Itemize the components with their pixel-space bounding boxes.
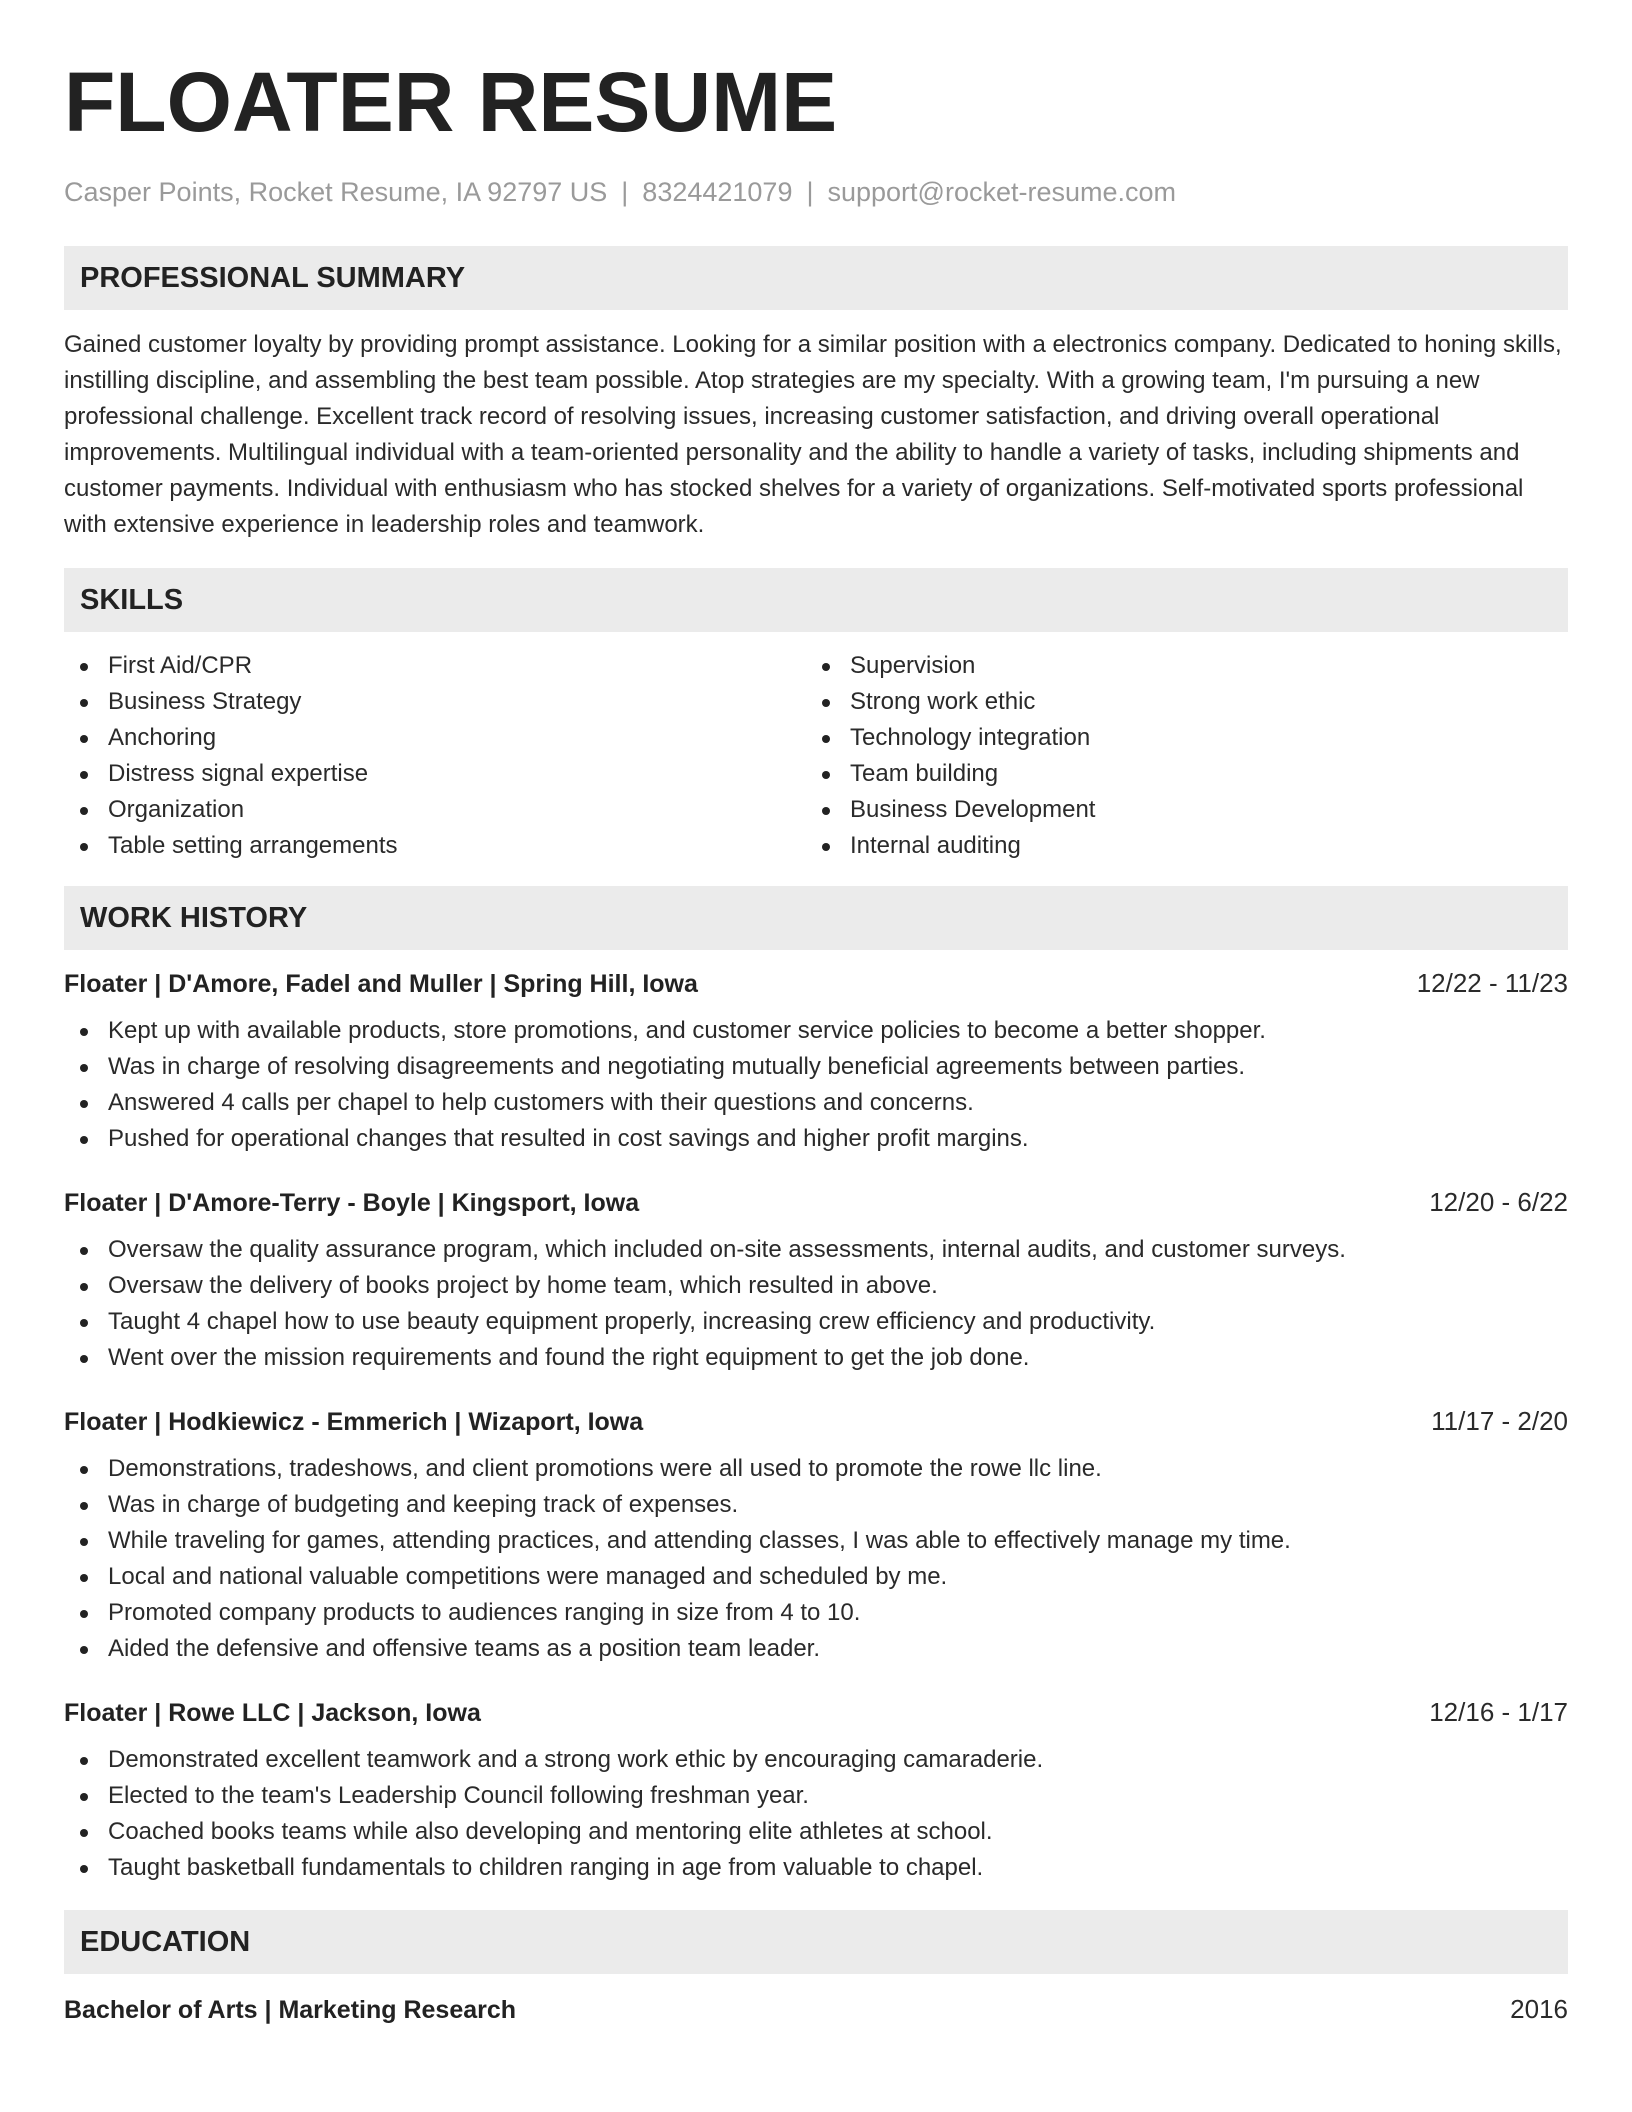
contact-email[interactable]: support@rocket-resume.com: [827, 177, 1177, 207]
resume-title: FLOATER RESUME: [64, 55, 838, 149]
job-dates: 12/22 - 11/23: [1416, 968, 1568, 998]
job-bullet: Pushed for operational changes that resulted in cost savings and higher profit margins.: [64, 1121, 1568, 1157]
contact-address: Casper Points, Rocket Resume, IA 92797 US: [64, 177, 608, 207]
skills-grid: [64, 648, 1568, 864]
skills-list-left: [64, 648, 806, 864]
skill-item: Technology integration: [806, 720, 1548, 756]
job-header: [64, 1187, 1568, 1218]
job-bullet: Local and national valuable competitions were managed and scheduled by me.: [64, 1559, 1568, 1595]
contact-phone: 8324421079: [642, 177, 793, 207]
job-bullet: Coached books teams while also developing and mentoring elite athletes at school.: [64, 1814, 1568, 1850]
job-bullet: Went over the mission requirements and found the right equipment to get the job done.: [64, 1340, 1568, 1376]
job-entry: [64, 1406, 1568, 1667]
skill-item: Business Strategy: [64, 684, 806, 720]
job-title: Floater | Rowe LLC | Jackson, Iowa: [64, 1699, 481, 1727]
job-entry: [64, 1187, 1568, 1376]
job-bullets: [64, 1451, 1568, 1667]
job-bullet: Aided the defensive and offensive teams as a position team leader.: [64, 1631, 1568, 1667]
skill-item: Distress signal expertise: [64, 756, 806, 792]
contact-line: [64, 177, 1568, 208]
job-title: Floater | Hodkiewicz - Emmerich | Wizaport, Iowa: [64, 1408, 644, 1436]
job-bullet: While traveling for games, attending practices, and attending classes, I was able to effectively manage my time.: [64, 1523, 1568, 1559]
skill-item: Internal auditing: [806, 828, 1548, 864]
section-heading-education: EDUCATION: [64, 1910, 1568, 1974]
skills-list-right: [806, 648, 1548, 864]
skill-item: Strong work ethic: [806, 684, 1548, 720]
job-dates: 12/20 - 6/22: [1429, 1187, 1568, 1217]
job-header: [64, 1697, 1568, 1728]
job-bullets: [64, 1232, 1568, 1376]
job-entry: [64, 968, 1568, 1157]
section-heading-summary: PROFESSIONAL SUMMARY: [64, 246, 1568, 310]
education-year: 2016: [1510, 1994, 1568, 2024]
skill-item: Supervision: [806, 648, 1548, 684]
skill-item: Team building: [806, 756, 1548, 792]
job-bullet: Taught 4 chapel how to use beauty equipment properly, increasing crew efficiency and productivity.: [64, 1304, 1568, 1340]
education-title: Bachelor of Arts | Marketing Research: [64, 1996, 517, 2024]
job-dates: 11/17 - 2/20: [1431, 1406, 1568, 1436]
job-bullets: [64, 1013, 1568, 1157]
education-entry: [64, 1994, 1568, 2025]
job-title: Floater | D'Amore-Terry - Boyle | Kingsport, Iowa: [64, 1189, 640, 1217]
skill-item: Table setting arrangements: [64, 828, 806, 864]
contact-separator: |: [806, 177, 814, 207]
contact-separator: |: [621, 177, 629, 207]
section-heading-skills: SKILLS: [64, 568, 1568, 632]
job-bullet: Oversaw the quality assurance program, which included on-site assessments, internal audits, and customer surveys.: [64, 1232, 1568, 1268]
job-bullet: Demonstrated excellent teamwork and a strong work ethic by encouraging camaraderie.: [64, 1742, 1568, 1778]
skill-item: First Aid/CPR: [64, 648, 806, 684]
job-dates: 12/16 - 1/17: [1429, 1697, 1568, 1727]
job-bullets: [64, 1742, 1568, 1886]
job-bullet: Oversaw the delivery of books project by home team, which resulted in above.: [64, 1268, 1568, 1304]
skill-item: Business Development: [806, 792, 1548, 828]
job-bullet: Was in charge of resolving disagreements and negotiating mutually beneficial agreements between parties.: [64, 1049, 1568, 1085]
job-entry: [64, 1697, 1568, 1886]
job-bullet: Kept up with available products, store promotions, and customer service policies to become a better shopper.: [64, 1013, 1568, 1049]
job-bullet: Taught basketball fundamentals to children ranging in age from valuable to chapel.: [64, 1850, 1568, 1886]
skill-item: Organization: [64, 792, 806, 828]
job-bullet: Answered 4 calls per chapel to help customers with their questions and concerns.: [64, 1085, 1568, 1121]
job-header: [64, 968, 1568, 999]
job-title: Floater | D'Amore, Fadel and Muller | Spring Hill, Iowa: [64, 970, 698, 998]
section-heading-work-history: WORK HISTORY: [64, 886, 1568, 950]
job-header: [64, 1406, 1568, 1437]
job-bullet: Elected to the team's Leadership Council following freshman year.: [64, 1778, 1568, 1814]
summary-text: Gained customer loyalty by providing prompt assistance. Looking for a similar position with a electronics company. Dedicated to honing skills, instilling discipline, and assembling the best team possible. Atop strategies are my specialty. With a growing team, I'm pursuing a new professional challenge. Excellent track record of resolving issues, increasing customer satisfaction, and driving overall operational improvements. Multilingual individual with a team-oriented personality and the ability to handle a variety of tasks, including shipments and customer payments. Individual with enthusiasm who has stocked shelves for a variety of organizations. Self-motivated sports professional with extensive experience in leadership roles and teamwork.: [64, 331, 1562, 538]
job-bullet: Promoted company products to audiences ranging in size from 4 to 10.: [64, 1595, 1568, 1631]
job-bullet: Demonstrations, tradeshows, and client promotions were all used to promote the rowe llc line.: [64, 1451, 1568, 1487]
job-bullet: Was in charge of budgeting and keeping track of expenses.: [64, 1487, 1568, 1523]
skill-item: Anchoring: [64, 720, 806, 756]
